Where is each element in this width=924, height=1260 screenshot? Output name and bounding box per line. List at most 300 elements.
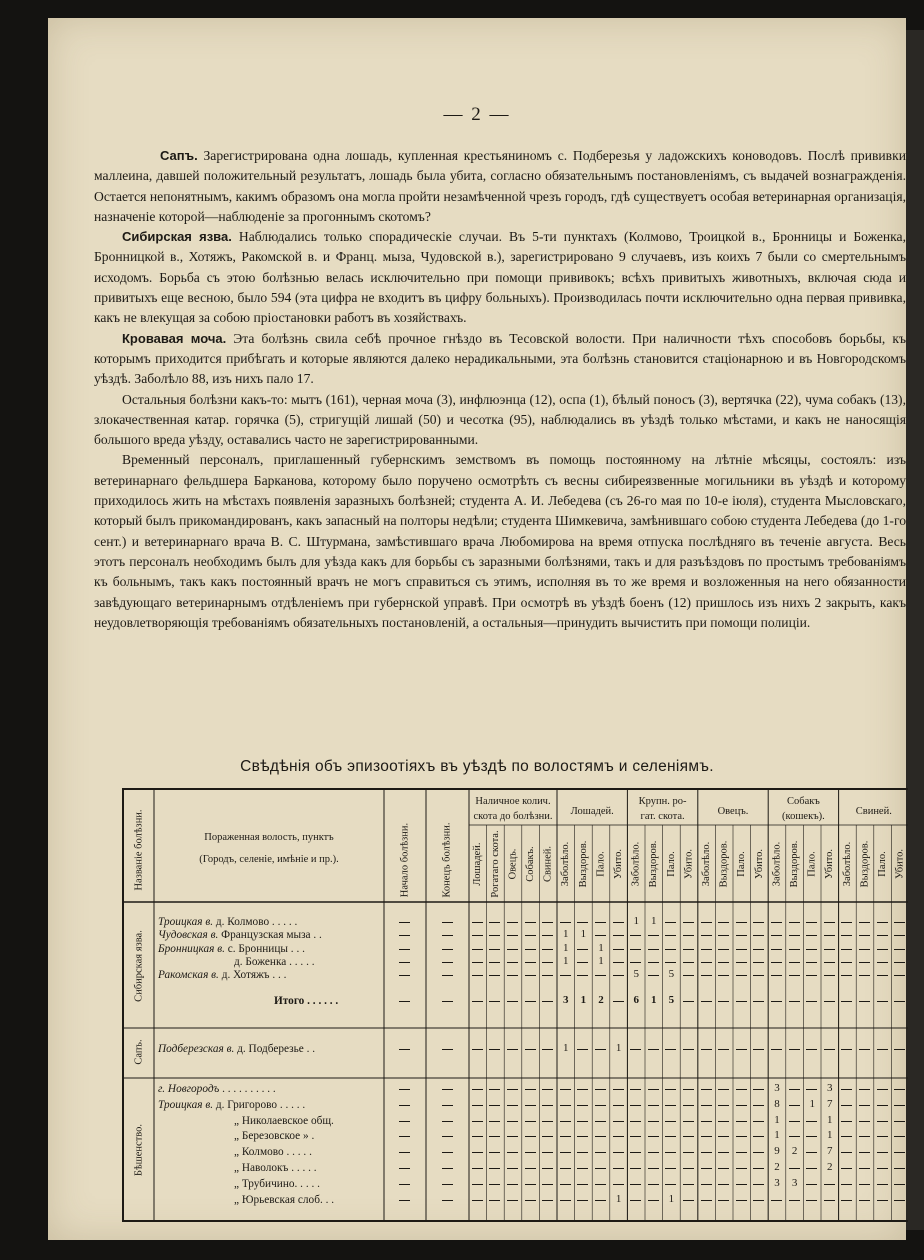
empty-cell-dash xyxy=(542,1200,553,1201)
empty-cell-dash xyxy=(489,922,500,923)
empty-cell-dash xyxy=(736,975,747,976)
empty-cell-dash xyxy=(630,1049,641,1050)
empty-cell-dash xyxy=(542,1136,553,1137)
table-value: 7 xyxy=(827,1097,833,1110)
empty-cell-dash xyxy=(841,922,852,923)
empty-cell-dash xyxy=(859,935,870,936)
empty-cell-dash xyxy=(683,1200,694,1201)
empty-cell-dash xyxy=(683,1136,694,1137)
empty-cell-dash xyxy=(841,1049,852,1050)
empty-cell-dash xyxy=(595,1184,606,1185)
empty-cell-dash xyxy=(507,1121,518,1122)
empty-cell-dash xyxy=(507,1168,518,1169)
empty-cell-dash xyxy=(399,935,410,936)
empty-cell-dash xyxy=(877,935,888,936)
empty-cell-dash xyxy=(665,1121,676,1122)
empty-cell-dash xyxy=(507,1001,518,1002)
table-value: 2 xyxy=(827,1161,833,1173)
table-value: 5 xyxy=(668,968,675,981)
empty-cell-dash xyxy=(525,1200,536,1201)
empty-cell-dash xyxy=(399,922,410,923)
empty-cell-dash xyxy=(472,1089,483,1090)
col-header-stat: Заболѣло. xyxy=(841,841,853,887)
table-row-label xyxy=(158,929,322,941)
col-header-dogs-2: (кошекъ). xyxy=(782,811,825,822)
empty-cell-dash xyxy=(560,1168,571,1169)
empty-cell-dash xyxy=(648,1121,659,1122)
empty-cell-dash xyxy=(859,1105,870,1106)
empty-cell-dash xyxy=(718,975,729,976)
empty-cell-dash xyxy=(789,975,800,976)
empty-cell-dash xyxy=(399,949,410,950)
paragraph xyxy=(94,146,906,227)
empty-cell-dash xyxy=(789,922,800,923)
empty-cell-dash xyxy=(753,1049,764,1050)
empty-cell-dash xyxy=(841,1200,852,1201)
empty-cell-dash xyxy=(701,962,712,963)
col-header-present-2: скота до болѣзни. xyxy=(473,811,553,822)
empty-cell-dash xyxy=(718,1121,729,1122)
empty-cell-dash xyxy=(841,1136,852,1137)
table-value: 5 xyxy=(668,993,675,1006)
empty-cell-dash xyxy=(806,1168,817,1169)
empty-cell-dash xyxy=(630,1200,641,1201)
empty-cell-dash xyxy=(577,975,588,976)
empty-cell-dash xyxy=(789,1200,800,1201)
empty-cell-dash xyxy=(824,1200,835,1201)
col-header-stat: Пало. xyxy=(877,851,889,877)
empty-cell-dash xyxy=(577,1136,588,1137)
empty-cell-dash xyxy=(595,1136,606,1137)
empty-cell-dash xyxy=(771,962,782,963)
empty-cell-dash xyxy=(718,1049,729,1050)
empty-cell-dash xyxy=(736,1089,747,1090)
paragraph-text: Временный персоналъ, приглашенный губернскимъ земствомъ въ помощь постоянному на лѣтніе мѣсяцы, состоялъ: изъ ветеринарнаго фельдшера Барканова, которому было поручено осмотрѣть съ весны сибиреязвенные могильники въ уѣздѣ и которому приходилось жить на мѣстахъ появленія заразныхъ болѣзней; студента А. И. Лебедева (съ 26-го мая по 10-е іюля), студента Мысловскаго, который былъ прикомандированъ, какъ запасный на полторы недѣли; студента Шимкевича, замѣнившаго собою студента Лебедева (до 1-го сент.) и ветеринарнаго врача В. С. Штурмана, замѣстившаго врача Любомирова на время отпуска послѣдняго въ теченіе августа. Весь этотъ персоналъ необходимъ былъ для уѣзда какъ для борьбы съ заразными болѣзнями, такъ и для разъѣздовъ по простымъ требованіямъ къ больнымъ, такъ какъ постоянный врачъ не могъ справиться съ этимъ, исполняя въ то же время и возложенныя на него обязанности завѣдующаго ветеринарнымъ отдѣленіемъ при губернской управѣ. При осмотрѣ въ уѣздѣ боенъ (12) пришлось изъ нихъ 2 закрыть, какъ неудовлетворяющія требованіямъ обязательныхъ постановленій, а остальныя—принудить вычистить при помощи полиціи. xyxy=(94,452,906,630)
empty-cell-dash xyxy=(894,1152,905,1153)
empty-cell-dash xyxy=(859,1184,870,1185)
empty-cell-dash xyxy=(489,1049,500,1050)
col-header-stat: Выздоров. xyxy=(648,840,660,888)
empty-cell-dash xyxy=(753,1184,764,1185)
empty-cell-dash xyxy=(718,935,729,936)
empty-cell-dash xyxy=(399,1168,410,1169)
empty-cell-dash xyxy=(630,1168,641,1169)
empty-cell-dash xyxy=(525,1136,536,1137)
empty-cell-dash xyxy=(877,1136,888,1137)
empty-cell-dash xyxy=(701,1089,712,1090)
empty-cell-dash xyxy=(789,1089,800,1090)
empty-cell-dash xyxy=(683,962,694,963)
empty-cell-dash xyxy=(718,949,729,950)
empty-cell-dash xyxy=(806,935,817,936)
empty-cell-dash xyxy=(683,1168,694,1169)
col-header-pigs: Свиней. xyxy=(855,806,892,817)
empty-cell-dash xyxy=(525,935,536,936)
col-header-stat: Выздоров. xyxy=(718,840,730,888)
paragraph xyxy=(94,329,906,390)
empty-cell-dash xyxy=(665,922,676,923)
paragraph xyxy=(94,390,906,451)
empty-cell-dash xyxy=(753,1001,764,1002)
empty-cell-dash xyxy=(542,935,553,936)
empty-cell-dash xyxy=(683,1049,694,1050)
empty-cell-dash xyxy=(877,922,888,923)
empty-cell-dash xyxy=(665,1168,676,1169)
table-value: 2 xyxy=(791,1145,798,1158)
empty-cell-dash xyxy=(718,922,729,923)
empty-cell-dash xyxy=(472,1001,483,1002)
empty-cell-dash xyxy=(683,1001,694,1002)
empty-cell-dash xyxy=(736,1136,747,1137)
empty-cell-dash xyxy=(789,1105,800,1106)
empty-cell-dash xyxy=(753,1168,764,1169)
empty-cell-dash xyxy=(489,935,500,936)
empty-cell-dash xyxy=(753,975,764,976)
empty-cell-dash xyxy=(771,922,782,923)
empty-cell-dash xyxy=(542,1184,553,1185)
col-header-stat: Заболѣло. xyxy=(630,841,642,887)
empty-cell-dash xyxy=(806,1184,817,1185)
empty-cell-dash xyxy=(472,922,483,923)
col-header-sheep: Овецъ. xyxy=(717,806,749,817)
empty-cell-dash xyxy=(399,1136,410,1137)
empty-cell-dash xyxy=(613,1168,624,1169)
empty-cell-dash xyxy=(789,1121,800,1122)
table-value: 1 xyxy=(827,1129,833,1142)
place-district: Троицкая в. xyxy=(158,1098,214,1111)
section-disease-label: Сибирская язва. xyxy=(133,930,145,1002)
empty-cell-dash xyxy=(718,1089,729,1090)
empty-cell-dash xyxy=(683,1121,694,1122)
empty-cell-dash xyxy=(718,1200,729,1201)
empty-cell-dash xyxy=(718,1001,729,1002)
empty-cell-dash xyxy=(894,1200,905,1201)
empty-cell-dash xyxy=(841,1184,852,1185)
empty-cell-dash xyxy=(542,1152,553,1153)
empty-cell-dash xyxy=(489,1184,500,1185)
table-value: 1 xyxy=(598,954,604,967)
empty-cell-dash xyxy=(542,975,553,976)
empty-cell-dash xyxy=(472,962,483,963)
empty-cell-dash xyxy=(489,1089,500,1090)
empty-cell-dash xyxy=(753,949,764,950)
paragraph-heading: Кровавая моча. xyxy=(122,330,227,346)
empty-cell-dash xyxy=(701,935,712,936)
place-name: д. Григорово . . . . . xyxy=(213,1098,306,1111)
table-row-label xyxy=(234,1194,334,1206)
empty-cell-dash xyxy=(736,1200,747,1201)
section-disease-label: Бѣшенство. xyxy=(133,1123,145,1177)
empty-cell-dash xyxy=(577,949,588,950)
col-header-stat: Пало. xyxy=(736,851,748,877)
empty-cell-dash xyxy=(736,1152,747,1153)
empty-cell-dash xyxy=(665,1152,676,1153)
empty-cell-dash xyxy=(753,1105,764,1106)
empty-cell-dash xyxy=(736,949,747,950)
empty-cell-dash xyxy=(824,922,835,923)
empty-cell-dash xyxy=(806,1121,817,1122)
empty-cell-dash xyxy=(613,1001,624,1002)
empty-cell-dash xyxy=(789,1136,800,1137)
col-header-disease: Названіе болѣзни. xyxy=(133,809,145,891)
empty-cell-dash xyxy=(683,935,694,936)
empty-cell-dash xyxy=(489,1152,500,1153)
empty-cell-dash xyxy=(648,1089,659,1090)
place-name: . . . . . . . . . . xyxy=(219,1083,276,1095)
table-row-label xyxy=(234,1115,334,1127)
empty-cell-dash xyxy=(789,949,800,950)
col-header-stat: Убито. xyxy=(613,848,625,880)
empty-cell-dash xyxy=(665,1089,676,1090)
empty-cell-dash xyxy=(859,1089,870,1090)
empty-cell-dash xyxy=(577,1121,588,1122)
col-header-stat: Заболѣло. xyxy=(701,841,713,887)
empty-cell-dash xyxy=(577,1184,588,1185)
table-value: 1 xyxy=(563,954,569,967)
col-header-stat: Пало. xyxy=(806,851,818,877)
empty-cell-dash xyxy=(683,949,694,950)
empty-cell-dash xyxy=(771,1001,782,1002)
place-name: „ Березовское » . xyxy=(234,1130,315,1143)
empty-cell-dash xyxy=(701,975,712,976)
empty-cell-dash xyxy=(525,1168,536,1169)
empty-cell-dash xyxy=(665,1105,676,1106)
empty-cell-dash xyxy=(701,1168,712,1169)
empty-cell-dash xyxy=(824,975,835,976)
col-header-present: Наличное колич. xyxy=(475,796,551,807)
table-row-label xyxy=(234,956,315,968)
empty-cell-dash xyxy=(665,949,676,950)
place-name: д. Хотяжъ . . . xyxy=(218,969,287,982)
empty-cell-dash xyxy=(736,1168,747,1169)
empty-cell-dash xyxy=(894,1049,905,1050)
empty-cell-dash xyxy=(542,1001,553,1002)
empty-cell-dash xyxy=(877,962,888,963)
table-row-label xyxy=(158,969,286,981)
empty-cell-dash xyxy=(701,1049,712,1050)
empty-cell-dash xyxy=(753,1089,764,1090)
empty-cell-dash xyxy=(648,949,659,950)
table-value: 2 xyxy=(774,1161,780,1173)
empty-cell-dash xyxy=(489,962,500,963)
empty-cell-dash xyxy=(753,922,764,923)
empty-cell-dash xyxy=(472,1200,483,1201)
table-value: 6 xyxy=(633,993,639,1006)
empty-cell-dash xyxy=(542,962,553,963)
empty-cell-dash xyxy=(771,935,782,936)
empty-cell-dash xyxy=(577,1152,588,1153)
empty-cell-dash xyxy=(806,1089,817,1090)
empty-cell-dash xyxy=(894,962,905,963)
empty-cell-dash xyxy=(630,962,641,963)
place-name: „ Наволокъ . . . . . xyxy=(234,1162,317,1174)
empty-cell-dash xyxy=(701,949,712,950)
table-value: 1 xyxy=(563,941,569,954)
empty-cell-dash xyxy=(399,1089,410,1090)
paragraph xyxy=(94,450,906,633)
col-header-place: Пораженная волость, пунктъ xyxy=(204,832,334,843)
empty-cell-dash xyxy=(442,922,453,923)
place-district: г. Новгородъ xyxy=(158,1083,220,1095)
table-row-label xyxy=(158,943,305,955)
empty-cell-dash xyxy=(701,1152,712,1153)
empty-cell-dash xyxy=(560,1184,571,1185)
col-header-present-item: Собакъ. xyxy=(525,846,537,882)
empty-cell-dash xyxy=(894,1105,905,1106)
page-number: — 2 — xyxy=(443,104,511,125)
empty-cell-dash xyxy=(736,962,747,963)
empty-cell-dash xyxy=(525,962,536,963)
empty-cell-dash xyxy=(824,1001,835,1002)
empty-cell-dash xyxy=(841,1152,852,1153)
empty-cell-dash xyxy=(472,1168,483,1169)
empty-cell-dash xyxy=(507,1200,518,1201)
empty-cell-dash xyxy=(630,1152,641,1153)
empty-cell-dash xyxy=(859,1200,870,1201)
empty-cell-dash xyxy=(736,935,747,936)
empty-cell-dash xyxy=(859,1049,870,1050)
empty-cell-dash xyxy=(771,1049,782,1050)
empty-cell-dash xyxy=(560,975,571,976)
table-value: 1 xyxy=(633,915,639,927)
empty-cell-dash xyxy=(894,949,905,950)
empty-cell-dash xyxy=(542,1105,553,1106)
empty-cell-dash xyxy=(877,1049,888,1050)
total-row-label xyxy=(274,995,338,1007)
empty-cell-dash xyxy=(613,949,624,950)
empty-cell-dash xyxy=(859,1152,870,1153)
empty-cell-dash xyxy=(399,1152,410,1153)
empty-cell-dash xyxy=(824,1049,835,1050)
table-value: 1 xyxy=(774,1113,780,1126)
col-header-horses: Лошадей. xyxy=(570,806,614,817)
table-value: 1 xyxy=(598,941,604,954)
table-row-label xyxy=(158,916,297,928)
empty-cell-dash xyxy=(507,1105,518,1106)
empty-cell-dash xyxy=(507,922,518,923)
empty-cell-dash xyxy=(507,962,518,963)
empty-cell-dash xyxy=(442,962,453,963)
empty-cell-dash xyxy=(894,1168,905,1169)
empty-cell-dash xyxy=(859,1121,870,1122)
empty-cell-dash xyxy=(525,922,536,923)
col-header-cattle: Крупн. ро- xyxy=(638,796,687,807)
empty-cell-dash xyxy=(701,1184,712,1185)
empty-cell-dash xyxy=(630,1121,641,1122)
table-value: 1 xyxy=(563,1042,569,1054)
col-header-cattle-2: гат. скота. xyxy=(640,811,685,822)
empty-cell-dash xyxy=(806,922,817,923)
empty-cell-dash xyxy=(489,1001,500,1002)
empty-cell-dash xyxy=(399,1105,410,1106)
paragraph-text: Зарегистрирована одна лошадь, купленная крестьяниномъ с. Подберезья у ладожскихъ коноводовъ. Послѣ прививки маллеина, давшей положительный результатъ, лошадь была убита, согласно обязательнымъ постановленіямъ, съ выдачей вознагражденія. Остается непонятнымъ, какимъ образомъ она могла пройти незамѣченной чрезъ городъ, гдѣ существуетъ особая ветеринарная организація, назначеніе которой—наблюденіе за прогоннымъ скотомъ? xyxy=(94,148,906,224)
empty-cell-dash xyxy=(648,935,659,936)
empty-cell-dash xyxy=(525,1105,536,1106)
col-header-stat: Выздоров. xyxy=(859,840,871,888)
table-value: 1 xyxy=(809,1097,815,1110)
empty-cell-dash xyxy=(507,1136,518,1137)
empty-cell-dash xyxy=(841,1168,852,1169)
table-value: 5 xyxy=(633,968,639,981)
empty-cell-dash xyxy=(577,1168,588,1169)
empty-cell-dash xyxy=(877,1200,888,1201)
empty-cell-dash xyxy=(683,1105,694,1106)
empty-cell-dash xyxy=(560,922,571,923)
col-header-stat: Пало. xyxy=(665,851,677,877)
empty-cell-dash xyxy=(877,1184,888,1185)
empty-cell-dash xyxy=(806,1136,817,1137)
empty-cell-dash xyxy=(472,1152,483,1153)
empty-cell-dash xyxy=(542,1168,553,1169)
col-header-stat: Заболѣло. xyxy=(771,841,783,887)
col-header-stat: Пало. xyxy=(595,851,607,877)
empty-cell-dash xyxy=(399,962,410,963)
empty-cell-dash xyxy=(683,1089,694,1090)
table-row-label xyxy=(158,1043,315,1055)
empty-cell-dash xyxy=(701,1001,712,1002)
empty-cell-dash xyxy=(399,975,410,976)
empty-cell-dash xyxy=(648,1184,659,1185)
place-name: „ Юрьевская слоб. . . xyxy=(234,1193,335,1206)
empty-cell-dash xyxy=(595,922,606,923)
empty-cell-dash xyxy=(648,1152,659,1153)
col-header-present-item: Рогатаго скота. xyxy=(489,830,501,898)
empty-cell-dash xyxy=(525,1001,536,1002)
empty-cell-dash xyxy=(736,1121,747,1122)
empty-cell-dash xyxy=(877,975,888,976)
empty-cell-dash xyxy=(683,1184,694,1185)
empty-cell-dash xyxy=(789,1168,800,1169)
empty-cell-dash xyxy=(560,1105,571,1106)
empty-cell-dash xyxy=(577,1105,588,1106)
empty-cell-dash xyxy=(894,1001,905,1002)
empty-cell-dash xyxy=(824,1184,835,1185)
empty-cell-dash xyxy=(648,1105,659,1106)
empty-cell-dash xyxy=(806,962,817,963)
empty-cell-dash xyxy=(399,1184,410,1185)
empty-cell-dash xyxy=(665,962,676,963)
empty-cell-dash xyxy=(665,935,676,936)
empty-cell-dash xyxy=(771,1200,782,1201)
place-district: Бронницкая в. xyxy=(158,942,225,955)
table-value: 1 xyxy=(563,928,569,941)
empty-cell-dash xyxy=(859,1136,870,1137)
place-name: „ Николаевское общ. xyxy=(234,1114,334,1127)
empty-cell-dash xyxy=(613,962,624,963)
empty-cell-dash xyxy=(442,1152,453,1153)
col-header-stat: Заболѣло. xyxy=(560,841,572,887)
empty-cell-dash xyxy=(859,962,870,963)
empty-cell-dash xyxy=(489,1105,500,1106)
empty-cell-dash xyxy=(525,1184,536,1185)
table-title: Свѣдѣнія объ эпизоотіяхъ въ уѣздѣ по волостямъ и селеніямъ. xyxy=(240,758,714,775)
empty-cell-dash xyxy=(613,1105,624,1106)
empty-cell-dash xyxy=(489,1136,500,1137)
empty-cell-dash xyxy=(442,1001,453,1002)
col-header-stat: Убито. xyxy=(753,848,765,880)
empty-cell-dash xyxy=(841,1089,852,1090)
empty-cell-dash xyxy=(399,1049,410,1050)
table-value: 1 xyxy=(651,915,657,927)
empty-cell-dash xyxy=(718,1136,729,1137)
empty-cell-dash xyxy=(859,975,870,976)
col-header-start: Начало болѣзни. xyxy=(399,822,411,898)
empty-cell-dash xyxy=(841,962,852,963)
empty-cell-dash xyxy=(472,1121,483,1122)
place-name: Французская мыза . . xyxy=(218,929,322,942)
empty-cell-dash xyxy=(560,1136,571,1137)
empty-cell-dash xyxy=(595,1089,606,1090)
